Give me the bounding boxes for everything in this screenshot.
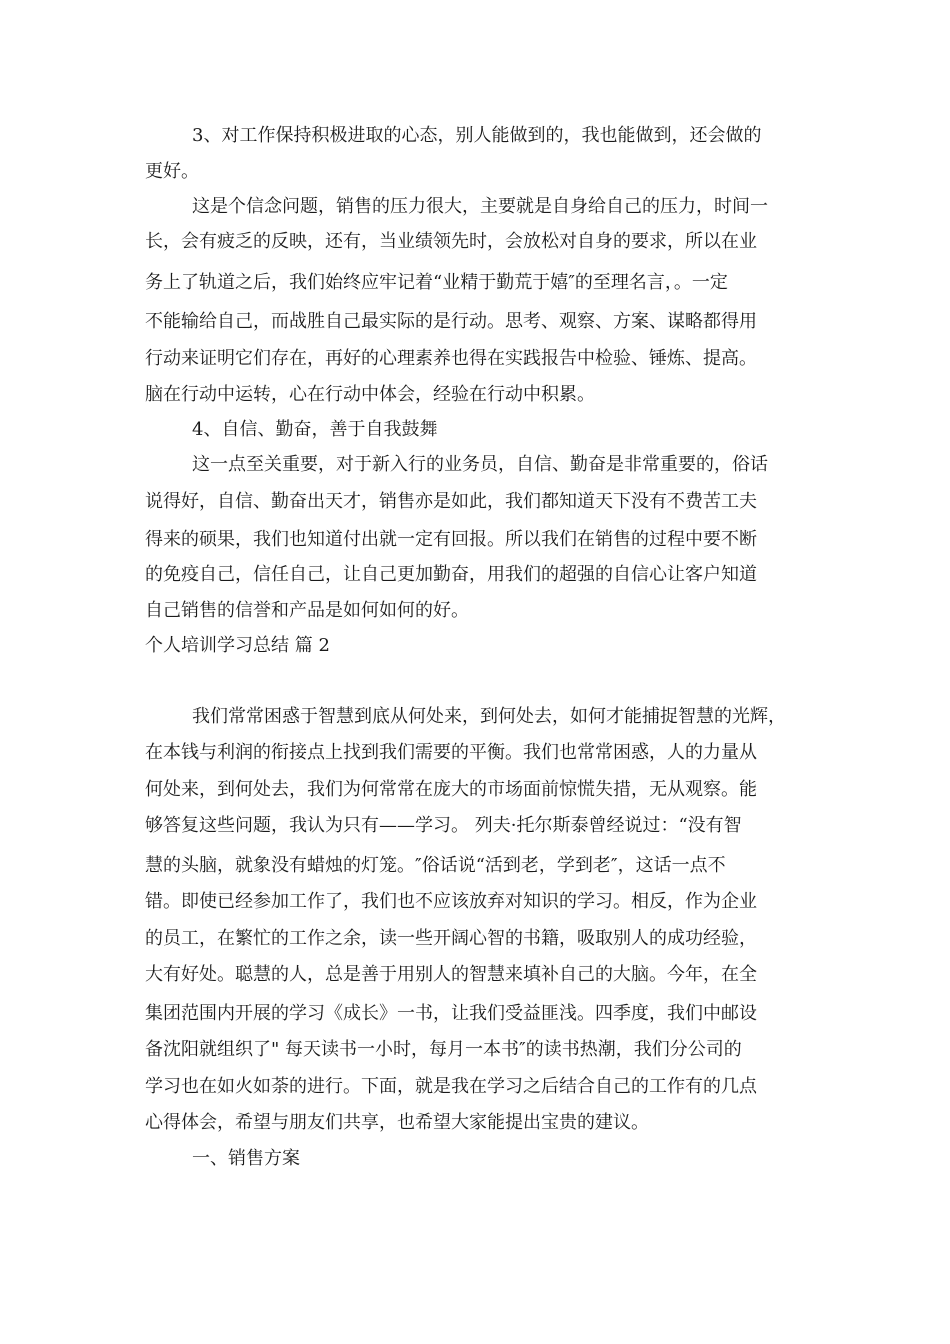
text-line: 长，会有疲乏的反映，还有，当业绩领先时，会放松对自身的要求，所以在业 (145, 231, 757, 252)
text-line: 在本钱与利润的衔接点上找到我们需要的平衡。我们也常常困惑，人的力量从 (145, 742, 757, 763)
text-line: 行动来证明它们存在，再好的心理素养也得在实践报告中检验、锤炼、提高。 (145, 348, 757, 369)
text-line: 备沈阳就组织了" 每天读书一小时，每月一本书″的读书热潮，我们分公司的 (145, 1039, 742, 1060)
text-line: 大有好处。聪慧的人，总是善于用别人的智慧来填补自己的大脑。今年，在全 (145, 964, 757, 985)
text-line: 够答复这些问题，我认为只有——学习。 列夫·托尔斯泰曾经说过：“没有智 (145, 815, 742, 836)
text-line: 这一点至关重要，对于新入行的业务员，自信、勤奋是非常重要的，俗话 (192, 454, 768, 475)
text-line: 这是个信念问题，销售的压力很大，主要就是自身给自己的压力，时间一 (192, 196, 768, 217)
text-line: 我们常常困惑于智慧到底从何处来，到何处去，如何才能捕捉智慧的光辉， (192, 706, 786, 727)
text-line: 的免疫自己，信任自己，让自己更加勤奋，用我们的超强的自信心让客户知道 (145, 564, 757, 585)
text-line: 务上了轨道之后，我们始终应牢记着“业精于勤荒于嬉″的至理名言，。一定 (145, 272, 728, 293)
text-line: 学习也在如火如荼的进行。下面，就是我在学习之后结合自己的工作有的几点 (145, 1076, 757, 1097)
text-line: 自己销售的信誉和产品是如何如何的好。 (145, 600, 469, 621)
text-line: 说得好，自信、勤奋出天才，销售亦是如此，我们都知道天下没有不费苦工夫 (145, 491, 757, 512)
text-line: 集团范围内开展的学习《成长》一书，让我们受益匪浅。四季度，我们中邮设 (145, 1003, 757, 1024)
text-line: 何处来，到何处去，我们为何常常在庞大的市场面前惊慌失措，无从观察。能 (145, 779, 757, 800)
text-line: 错。即使已经参加工作了，我们也不应该放弃对知识的学习。相反，作为企业 (145, 891, 757, 912)
text-line: 慧的头脑，就象没有蜡烛的灯笼。″俗话说“活到老，学到老″，这话一点不 (145, 855, 726, 876)
text-line: 的员工，在繁忙的工作之余，读一些开阔心智的书籍，吸取别人的成功经验， (145, 928, 757, 949)
subsection-heading: 一、销售方案 (192, 1148, 300, 1169)
section-heading: 个人培训学习总结 篇 2 (145, 635, 330, 656)
text-line: 得来的硕果，我们也知道付出就一定有回报。所以我们在销售的过程中要不断 (145, 529, 757, 550)
text-line: 心得体会，希望与朋友们共享，也希望大家能提出宝贵的建议。 (145, 1112, 649, 1133)
text-line: 3、对工作保持积极进取的心态，别人能做到的，我也能做到，还会做的 (192, 125, 762, 146)
text-line: 脑在行动中运转，心在行动中体会，经验在行动中积累。 (145, 384, 595, 405)
text-line: 不能输给自己，而战胜自己最实际的是行动。思考、观察、方案、谋略都得用 (145, 311, 757, 332)
text-line: 更好。 (145, 161, 199, 182)
text-line: 4、自信、勤奋，善于自我鼓舞 (192, 419, 438, 440)
